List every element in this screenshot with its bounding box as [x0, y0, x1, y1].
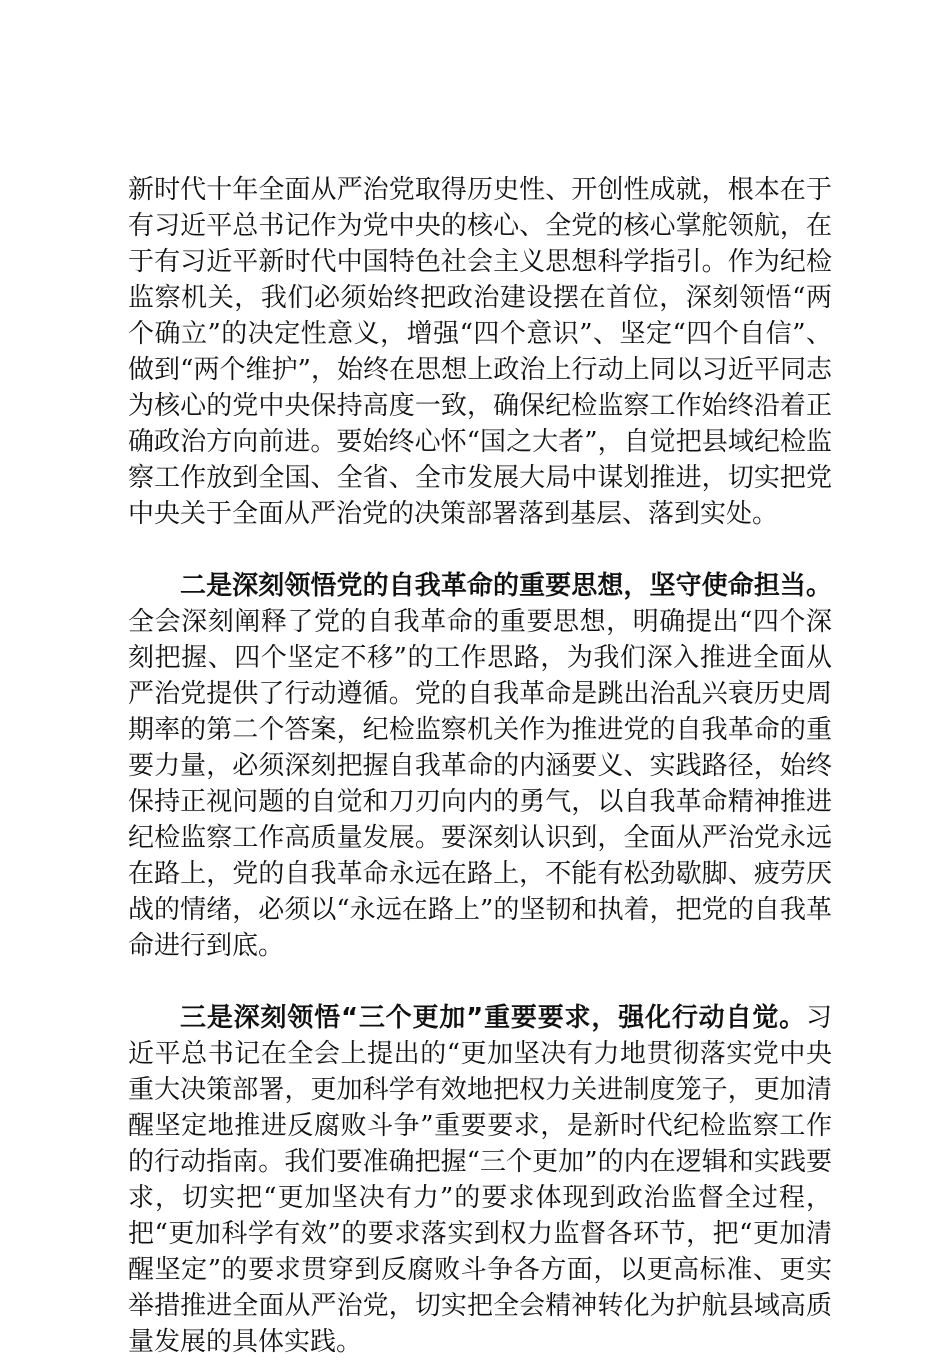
paragraph-2-body: 全会深刻阐释了党的自我革命的重要思想，明确提出“四个深刻把握、四个坚定不移”的工作思路，为我们深入推进全面从严治党提供了行动遵循。党的自我革命是跳出治乱兴衰历史周期率的第二个答案，纪检监察机关作为推进党的自我革命的重要力量，必须深刻把握自我革命的内涵要义、实践路径，始终保持正视问题的自觉和刀刃向内的勇气，以自我革命精神推进纪检监察工作高质量发展。要深刻认识到，全面从严治党永远在路上，党的自我革命永远在路上，不能有松劲歇脚、疲劳厌战的情绪，必须以“永远在路上”的坚韧和执着，把党的自我革命进行到底。	[128, 607, 832, 961]
paragraph-3	[128, 1000, 832, 1360]
document-page	[128, 172, 832, 1360]
paragraph-1	[128, 172, 832, 532]
paragraph-3-body: 习近平总书记在全会上提出的“更加坚决有力地贯彻落实党中央重大决策部署，更加科学有效地把权力关进制度笼子，更加清醒坚定地推进反腐败斗争”重要要求，是新时代纪检监察工作的行动指南。我们要准确把握“三个更加”的内在逻辑和实践要求，切实把“更加坚决有力”的要求体现到政治监督全过程，把“更加科学有效”的要求落实到权力监督各环节，把“更加清醒坚定”的要求贯穿到反腐败斗争各方面，以更高标准、更实举措推进全面从严治党，切实把全会精神转化为护航县域高质量发展的具体实践。	[128, 1003, 832, 1357]
paragraph-2-heading: 二是深刻领悟党的自我革命的重要思想，坚守使命担当。	[180, 571, 832, 601]
paragraph-2	[128, 568, 832, 964]
paragraph-1-body: 新时代十年全面从严治党取得历史性、开创性成就，根本在于有习近平总书记作为党中央的核心、全党的核心掌舵领航，在于有习近平新时代中国特色社会主义思想科学指引。作为纪检监察机关，我们必须始终把政治建设摆在首位，深刻领悟“两个确立”的决定性意义，增强“四个意识”、坚定“四个自信”、做到“两个维护”，始终在思想上政治上行动上同以习近平同志为核心的党中央保持高度一致，确保纪检监察工作始终沿着正确政治方向前进。要始终心怀“国之大者”，自觉把县域纪检监察工作放到全国、全省、全市发展大局中谋划推进，切实把党中央关于全面从严治党的决策部署落到基层、落到实处。	[128, 175, 832, 529]
paragraph-3-heading: 三是深刻领悟“三个更加”重要要求，强化行动自觉。	[180, 1003, 806, 1033]
